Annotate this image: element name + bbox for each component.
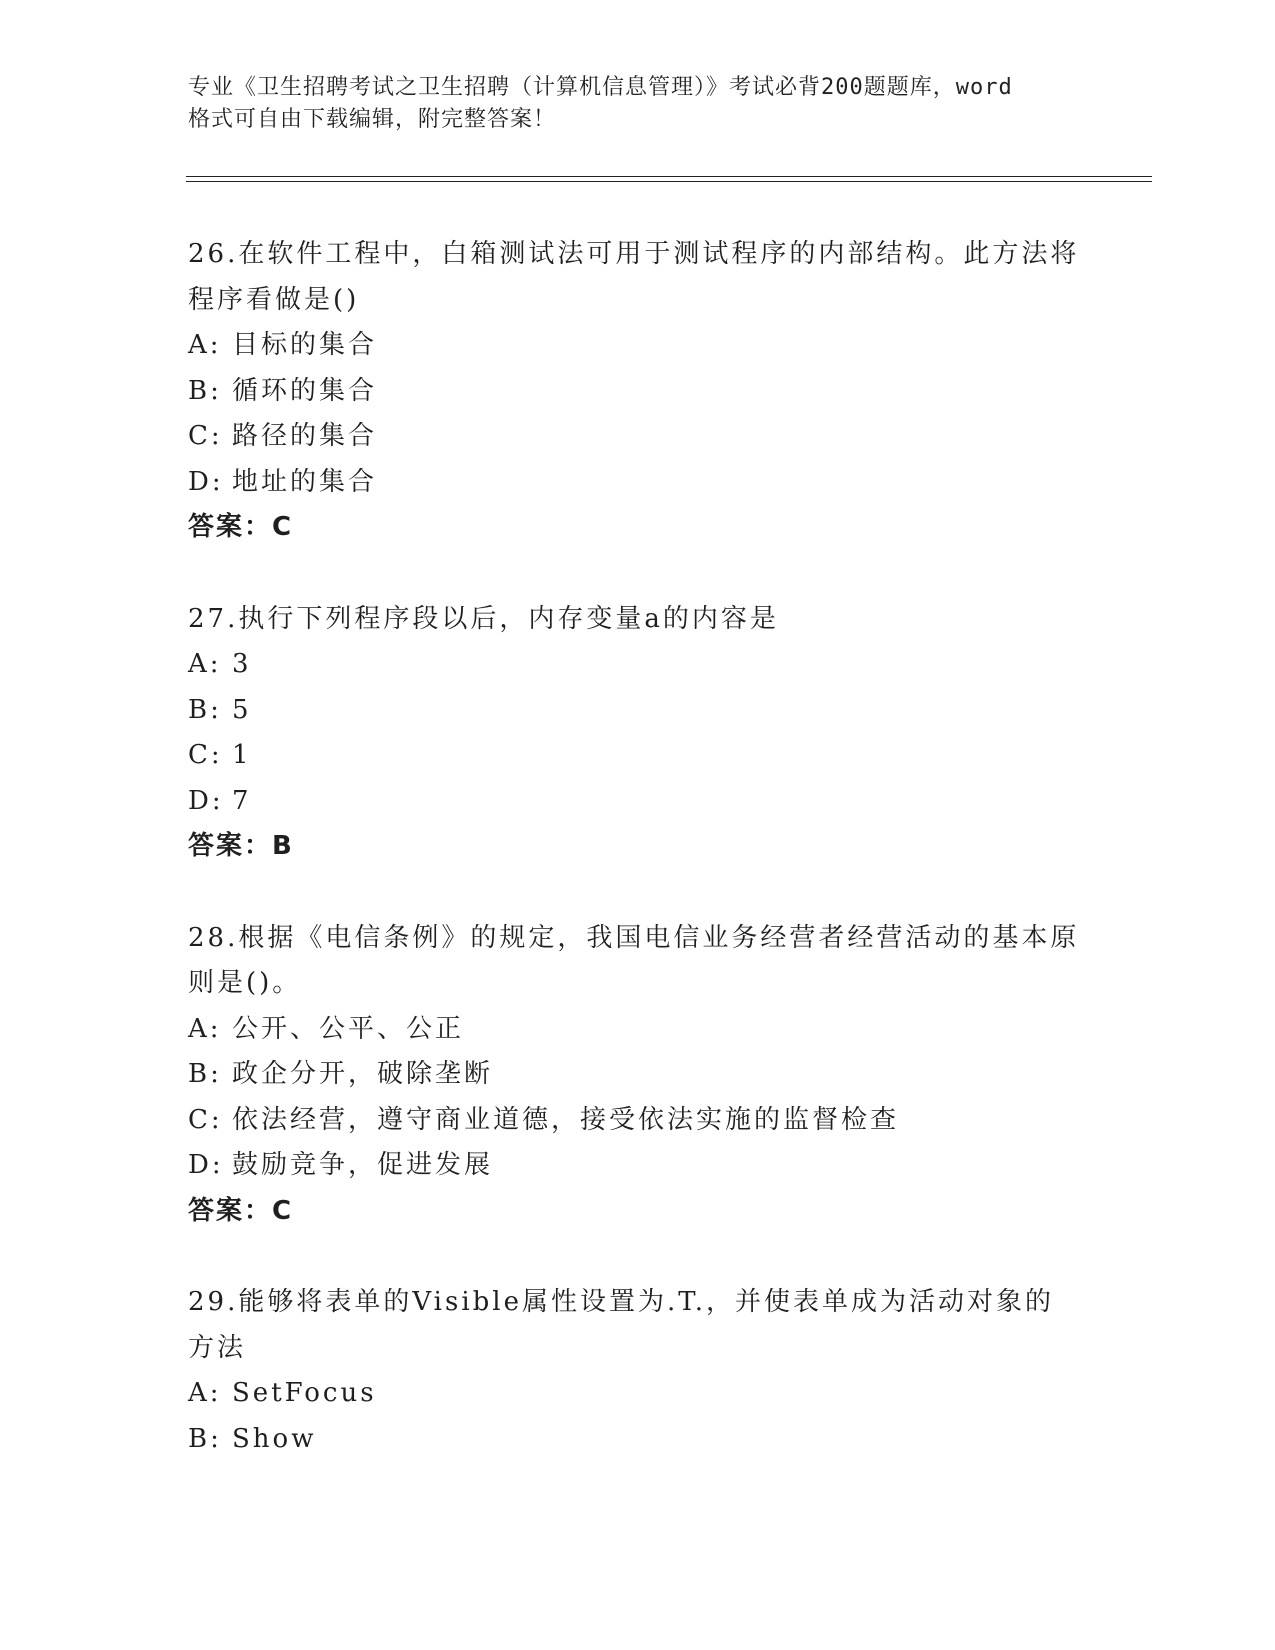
question-stem-line-2: 方法 xyxy=(188,1332,247,1363)
option-text: 依法经营，遵守商业道德，接受依法实施的监督检查 xyxy=(232,1104,900,1135)
option-text: 地址的集合 xyxy=(232,466,378,497)
option-key: B: xyxy=(188,1059,222,1089)
question-29 xyxy=(188,1280,1088,1462)
option-key: A: xyxy=(188,1378,222,1408)
option-key: D: xyxy=(188,466,224,497)
option-text: 路径的集合 xyxy=(232,421,378,451)
option-key: D: xyxy=(188,1150,224,1180)
option-d xyxy=(188,460,1088,506)
question-stem xyxy=(188,232,1088,323)
question-stem-line-2: 则是()。 xyxy=(188,968,302,998)
option-text: 政企分开，破除垄断 xyxy=(232,1059,494,1089)
option-text: 3 xyxy=(232,649,252,679)
option-text: 5 xyxy=(232,694,252,725)
question-stem xyxy=(188,1280,1088,1371)
header-line-1: 专业《卫生招聘考试之卫生招聘（计算机信息管理）》考试必背200题题库，word xyxy=(188,75,1013,100)
option-b xyxy=(188,1052,1088,1098)
header-line-2: 格式可自由下载编辑，附完整答案！ xyxy=(188,107,557,132)
option-key: B: xyxy=(188,1423,222,1454)
option-text: Show xyxy=(232,1423,317,1454)
answer-label: 答案：B xyxy=(188,831,294,861)
question-stem-line-1: 27.执行下列程序段以后，内存变量a的内容是 xyxy=(188,603,779,634)
header-rule-top xyxy=(186,176,1152,177)
option-text: 鼓励竞争，促进发展 xyxy=(232,1150,494,1180)
question-stem-line-1: 28.根据《电信条例》的规定，我国电信业务经营者经营活动的基本原 xyxy=(188,922,1080,953)
option-d xyxy=(188,779,1088,825)
option-a xyxy=(188,323,1088,369)
question-28 xyxy=(188,916,1088,1235)
option-a xyxy=(188,1007,1088,1053)
option-b xyxy=(188,688,1088,734)
question-list xyxy=(188,232,1088,1508)
option-c xyxy=(188,1098,1088,1144)
option-b xyxy=(188,1417,1088,1463)
option-key: D: xyxy=(188,785,224,816)
document-header xyxy=(188,72,1098,136)
header-rule-bottom xyxy=(186,181,1152,182)
option-key: C: xyxy=(188,421,223,451)
question-26 xyxy=(188,232,1088,551)
option-key: C: xyxy=(188,1104,223,1135)
option-key: B: xyxy=(188,694,222,725)
option-text: SetFocus xyxy=(232,1378,377,1408)
option-key: A: xyxy=(188,1013,222,1044)
option-c xyxy=(188,414,1088,460)
question-stem xyxy=(188,916,1088,1007)
option-d xyxy=(188,1143,1088,1189)
question-stem-line-1: 29.能够将表单的Visible属性设置为.T.，并使表单成为活动对象的 xyxy=(188,1287,1055,1317)
option-key: B: xyxy=(188,375,222,406)
option-key: C: xyxy=(188,740,223,770)
option-text: 7 xyxy=(232,785,252,816)
question-stem-line-2: 程序看做是() xyxy=(188,284,360,315)
option-a xyxy=(188,642,1088,688)
question-27 xyxy=(188,597,1088,870)
option-key: A: xyxy=(188,649,222,679)
answer-label: 答案：C xyxy=(188,512,294,542)
option-text: 公开、公平、公正 xyxy=(232,1013,465,1044)
option-key: A: xyxy=(188,330,222,360)
option-text: 循环的集合 xyxy=(232,375,378,406)
option-text: 目标的集合 xyxy=(232,330,378,360)
option-text: 1 xyxy=(232,740,252,770)
question-stem-line-1: 26.在软件工程中，白箱测试法可用于测试程序的内部结构。此方法将 xyxy=(188,239,1080,269)
question-stem xyxy=(188,597,1088,643)
option-b xyxy=(188,369,1088,415)
answer-label: 答案：C xyxy=(188,1195,294,1226)
option-c xyxy=(188,733,1088,779)
option-a xyxy=(188,1371,1088,1417)
